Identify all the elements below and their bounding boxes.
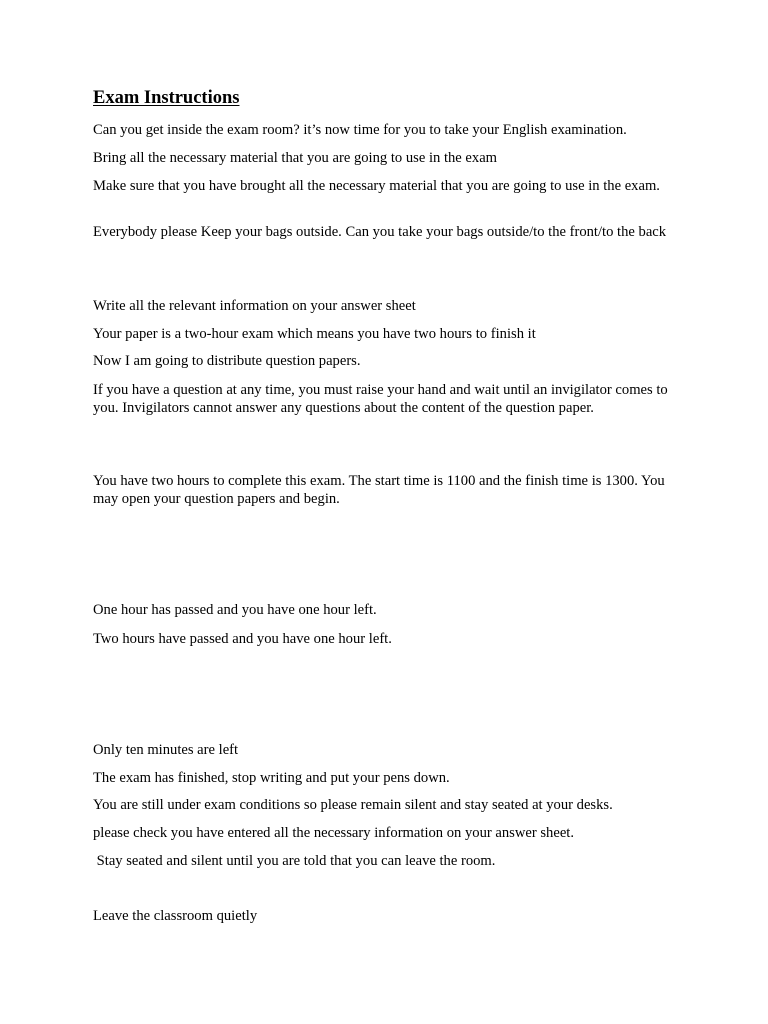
announcement-ten-minutes-left: Only ten minutes are left [93, 742, 239, 758]
instruction-bags-outside: Everybody please Keep your bags outside. Can you take your bags outside/to the front/to the back [93, 224, 667, 240]
announcement-one-hour-passed: One hour has passed and you have one hour left. [93, 602, 377, 618]
instruction-remain-silent: You are still under exam conditions so please remain silent and stay seated at your desks. [93, 797, 613, 813]
instruction-stay-seated: Stay seated and silent until you are told that you can leave the room. [93, 853, 496, 869]
instruction-check-answer-sheet: please check you have entered all the necessary information on your answer sheet. [93, 825, 574, 841]
instruction-start-exam: You have two hours to complete this exam. The start time is 1100 and the finish time is 1300. You may open your question papers and begin. [93, 473, 665, 507]
instruction-answer-sheet-info: Write all the relevant information on your answer sheet [93, 298, 416, 314]
instruction-bring-material: Bring all the necessary material that you are going to use in the exam [93, 150, 498, 166]
instruction-questions-policy: If you have a question at any time, you must raise your hand and wait until an invigilator comes to you. Invigilators cannot answer any questions about the content of the question paper. [93, 382, 668, 416]
page-title: Exam Instructions [93, 88, 240, 108]
instruction-check-material: Make sure that you have brought all the necessary material that you are going to use in the exam. [93, 178, 660, 194]
announcement-exam-finished: The exam has finished, stop writing and put your pens down. [93, 770, 450, 786]
instruction-distribute-papers: Now I am going to distribute question papers. [93, 353, 361, 369]
instruction-leave-quietly: Leave the classroom quietly [93, 908, 258, 924]
instruction-enter-room: Can you get inside the exam room? it’s now time for you to take your English examination. [93, 122, 627, 138]
instruction-exam-duration: Your paper is a two-hour exam which means you have two hours to finish it [93, 326, 536, 342]
announcement-two-hours-passed: Two hours have passed and you have one hour left. [93, 631, 392, 647]
